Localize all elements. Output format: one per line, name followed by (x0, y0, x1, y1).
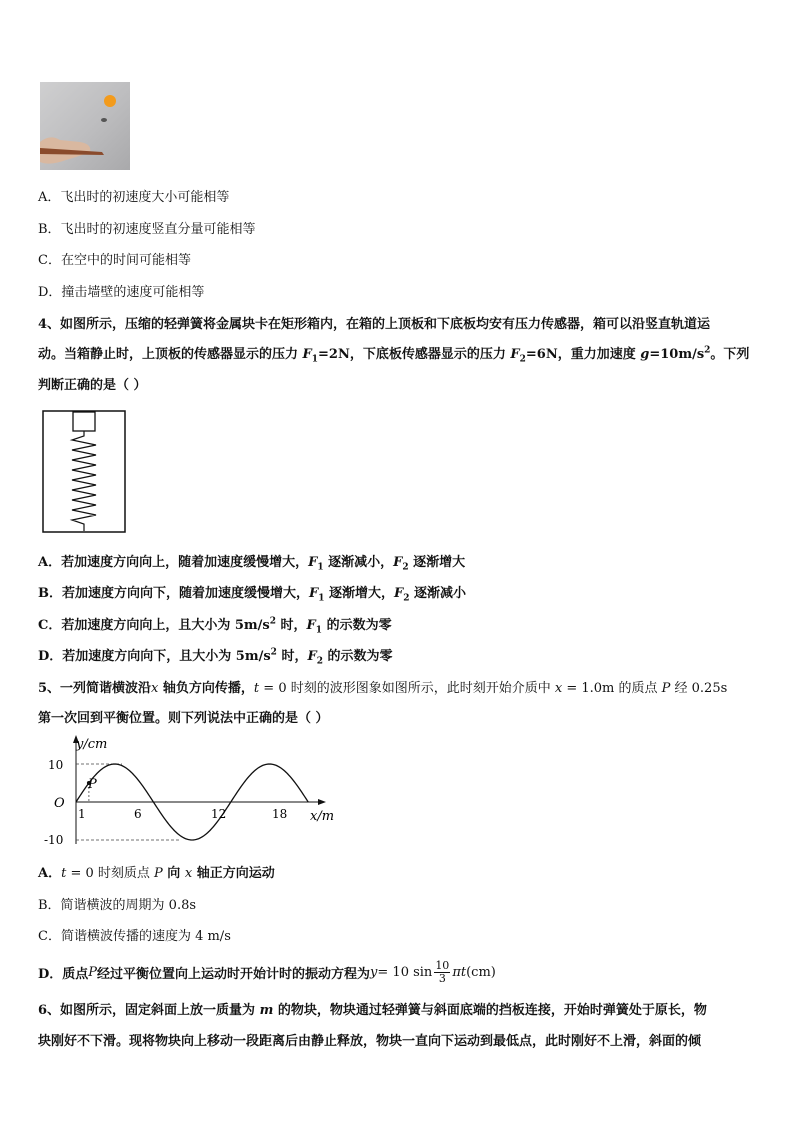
origin-label: O (54, 796, 65, 811)
ping-pong-photo (40, 82, 130, 170)
wave-chart (40, 732, 340, 854)
ball-shadow (101, 118, 107, 122)
y-tick-10: 10 (48, 758, 64, 772)
q5-stem-line1: 5、一列简谐横波沿x 轴负方向传播，t = 0 时刻的波形图象如图所示，此时刻开始介质中 x = 1.0m 的质点 P 经 0.25s (38, 681, 728, 696)
x-tick-18: 18 (272, 807, 288, 821)
fraction-numerator: 10 (435, 959, 450, 972)
q4-option-a: A．若加速度方向向上，随着加速度缓慢增大，$F_1$ 逐渐减小，$F_2$ 逐渐增大 (38, 555, 466, 573)
q3-option-a: A．飞出时的初速度大小可能相等 (38, 190, 230, 205)
q4-stem-line2: 动。当箱静止时，上顶板的传感器显示的压力 $F_1=2N$，下底板传感器显示的压力 $F_2=6N$，重力加速度 $g=10m/s^2$。下列 (38, 345, 750, 365)
q4-option-b: B．若加速度方向向下，随着加速度缓慢增大，$F_1$ 逐渐增大，$F_2$ 逐渐减小 (38, 586, 467, 604)
q4-stem-line1: 4、如图所示，压缩的轻弹簧将金属块卡在矩形箱内，在箱的上顶板和下底板均安有压力传感器，箱可以沿竖直轨道运 (38, 317, 711, 332)
q5-stem-line2: 第一次回到平衡位置。则下列说法中正确的是（ ） (38, 711, 329, 726)
y-axis-label: y/cm (76, 737, 108, 752)
x-tick-1: 1 (78, 807, 86, 821)
p-label: P (88, 777, 97, 792)
metal-block (73, 412, 95, 431)
q6-stem-line1: 6、如图所示，固定斜面上放一质量为 m 的物块，物块通过轻弹簧与斜面底端的挡板连接，开始时弹簧处于原长，物 (38, 1003, 707, 1018)
spring-coil (72, 431, 96, 531)
q3-option-b: B．飞出时的初速度竖直分量可能相等 (38, 222, 256, 237)
q5-option-b: B．简谐横波的周期为 0.8s (38, 898, 197, 913)
q6-stem-line2: 块刚好不下滑。现将物块向上移动一段距离后由静止释放，物块一直向下运动到最低点，此时刚好不上滑，斜面的倾 (38, 1034, 702, 1049)
x-axis-label: x/m (310, 809, 335, 824)
y-tick-neg10: -10 (44, 833, 64, 847)
q5-option-d: D．质点 P 经过平衡位置向上运动时开始计时的振动方程为 y = 10 sin $\frac{10}{3}$ πt (cm) (38, 959, 496, 985)
photo-drawing (40, 82, 130, 170)
q4-option-d: D．若加速度方向向下，且大小为 $5m/s^2$ 时，$F_2$ 的示数为零 (38, 647, 393, 667)
x-tick-12: 12 (211, 807, 227, 821)
spring-box-diagram (42, 410, 128, 538)
x-tick-6: 6 (134, 807, 142, 821)
q4-option-c: C．若加速度方向向上，且大小为 $5m/s^2$ 时，$F_1$ 的示数为零 (38, 616, 392, 636)
q5-option-a: A．t = 0 时刻质点 P 向 x 轴正方向运动 (38, 866, 275, 881)
q5-option-c: C．简谐横波传播的速度为 4 m/s (38, 929, 231, 944)
orange-ball (104, 95, 116, 107)
q3-option-d: D．撞击墙壁的速度可能相等 (38, 285, 205, 300)
spring-box-svg (42, 410, 128, 534)
fraction (434, 960, 450, 985)
q3-option-c: C．在空中的时间可能相等 (38, 253, 191, 268)
x-axis-arrow (318, 799, 326, 805)
wave-chart-svg (40, 732, 340, 850)
q4-stem-line3: 判断正确的是（ ） (38, 378, 147, 393)
fraction-denominator: 3 (438, 972, 446, 985)
